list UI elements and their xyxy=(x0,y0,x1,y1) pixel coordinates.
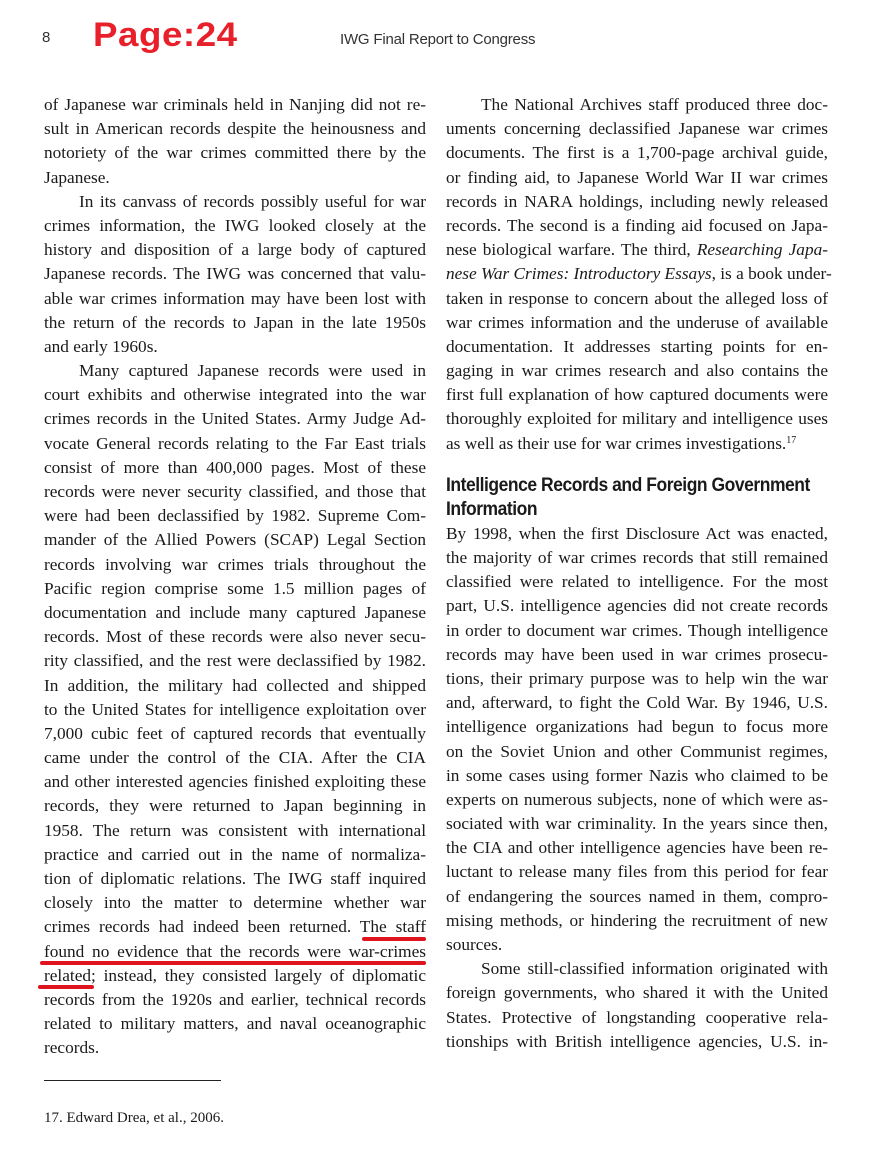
text-line: practice and carried out in the name of normaliza- xyxy=(44,844,426,864)
text-run: , is a book under- xyxy=(711,264,832,284)
text-line: In its canvass of records possibly useful for war xyxy=(79,191,426,211)
text-line: part, U.S. intelligence agencies did not create records xyxy=(446,596,828,616)
text-line: intelligence organizations had begun to focus more xyxy=(446,717,828,737)
text-line: 1958. The return was consistent with international xyxy=(44,820,426,840)
text-line: luctant to release many files from this period for fear xyxy=(446,862,828,882)
running-header: IWG Final Report to Congress xyxy=(340,31,536,48)
book-title: nese War Crimes: Introductory Essays xyxy=(446,264,712,284)
text-line: Japanese. xyxy=(44,167,110,187)
heading-line: Intelligence Records and Foreign Government xyxy=(446,474,810,496)
text-line: Many captured Japanese records were used in xyxy=(79,361,426,381)
highlight-underline xyxy=(362,937,426,941)
text-line: sources. xyxy=(446,935,503,954)
text-line: to the United States for intelligence exploitation over xyxy=(44,699,426,719)
highlight-underline xyxy=(38,985,94,989)
text-line: records from the 1920s and earlier, technical records xyxy=(44,989,426,1009)
text-line: Pacific region comprise some 1.5 million pages of xyxy=(44,578,426,598)
text-line: classified were related to intelligence. For the most xyxy=(446,572,828,592)
page-stamp: Page:24 xyxy=(93,16,238,54)
text-line: records. Most of these records were also never secu- xyxy=(44,627,426,647)
text-line: records. xyxy=(44,1038,100,1058)
text-line: mising methods, or hindering the recruitment of new xyxy=(446,910,828,930)
text-line: Some still-classified information originated with xyxy=(481,959,828,979)
text-line: in some cases using former Nazis who claimed to be xyxy=(446,765,828,785)
text-line: and early 1960s. xyxy=(44,336,158,356)
text-line xyxy=(446,262,832,286)
text-line: gaging in war crimes research and also contains the xyxy=(446,361,828,381)
text-line: By 1998, when the first Disclosure Act was enacted, xyxy=(446,523,828,543)
text-line: vocate General records relating to the Far East trials xyxy=(44,433,426,453)
text-line: crimes information, the IWG looked closely at the xyxy=(44,215,426,235)
text-line: experts on numerous subjects, none of which were as- xyxy=(446,789,828,809)
text-line: and other interested agencies finished exploiting these xyxy=(44,772,426,792)
text-line: related to military matters, and naval oceanographic xyxy=(44,1014,426,1034)
text-line: able war crimes information may have been lost with xyxy=(44,288,426,308)
text-line: sult in American records despite the heinousness and xyxy=(44,119,426,139)
footnote-rule xyxy=(44,1080,221,1081)
heading-line: Information xyxy=(446,498,538,520)
left-column xyxy=(44,93,426,1061)
text-run: nese biological warfare. The third, xyxy=(446,240,697,260)
text-line: on the Soviet Union and other Communist regimes, xyxy=(446,741,828,761)
text-line: records may have been used in war crimes prosecu- xyxy=(446,644,828,664)
text-line: foreign governments, who shared it with the United xyxy=(446,983,828,1003)
text-line: tions, their primary purpose was to help win the war xyxy=(446,668,828,688)
text-line: States. Protective of longstanding cooperative rela- xyxy=(446,1007,828,1027)
text-line: documentation. It addresses starting points for en- xyxy=(446,336,828,356)
text-line: thoroughly exploited for military and intelligence uses xyxy=(446,409,828,429)
text-line: 7,000 cubic feet of captured records that eventually xyxy=(44,723,426,743)
text-line: records in NARA holdings, including newly released xyxy=(446,191,828,211)
text-line: or finding aid, to Japanese World War II war crimes xyxy=(446,167,828,187)
text-line: In addition, the military had collected and shipped xyxy=(44,675,426,695)
text-line: consist of more than 400,000 pages. Most of these xyxy=(44,457,426,477)
text-line: in order to document war crimes. Though intelligence xyxy=(446,620,828,640)
text-line: tionships with British intelligence agencies, U.S. in- xyxy=(446,1031,828,1051)
text-line: sociated with war criminality. In the years since then, xyxy=(446,814,828,834)
footnote-ref[interactable]: 17 xyxy=(786,434,797,446)
page-number: 8 xyxy=(42,29,51,46)
text-line: taken in response to concern about the alleged loss of xyxy=(446,288,828,308)
text-line: Japanese records. The IWG was concerned that valu- xyxy=(44,264,426,284)
text-line: closely into the matter to determine whether war xyxy=(44,893,426,913)
text-line: documents. The first is a 1,700-page archival guide, xyxy=(446,143,828,163)
text-run: as well as their use for war crimes investigations. xyxy=(446,433,787,453)
book-title: Researching Japa- xyxy=(696,240,828,260)
text-line: mander of the Allied Powers (SCAP) Legal Section xyxy=(44,530,426,550)
text-line: the CIA and other intelligence agencies have been re- xyxy=(446,838,828,858)
text-line: and, afterward, to fight the Cold War. By 1946, U.S. xyxy=(446,693,828,713)
text-line: crimes records in the United States. Army Judge Ad- xyxy=(44,409,426,429)
text-line: first full explanation of how captured documents were xyxy=(446,385,828,405)
text-line: found no evidence that the records were war-crimes xyxy=(44,941,426,961)
footnote: 17. Edward Drea, et al., 2006. xyxy=(44,1110,224,1126)
text-line xyxy=(446,238,828,262)
text-line: of Japanese war criminals held in Nanjing did not re- xyxy=(44,95,426,114)
text-line: court exhibits and otherwise integrated into the war xyxy=(44,385,426,405)
text-line: were had been declassified by 1982. Supreme Com- xyxy=(44,506,426,526)
text-line: the return of the records to Japan in the late 1950s xyxy=(44,312,426,332)
text-line: records involving war crimes trials throughout the xyxy=(44,554,426,574)
text-line: records were never security classified, and those that xyxy=(44,482,426,501)
text-line: came under the control of the CIA. After the CIA xyxy=(44,748,426,768)
text-line: the majority of war crimes records that still remained xyxy=(446,548,828,567)
text-line: records. The second is a finding aid focused on Japa- xyxy=(446,215,828,235)
text-line xyxy=(446,432,828,456)
section-heading xyxy=(446,474,832,522)
text-line: The National Archives staff produced three doc- xyxy=(481,95,828,114)
text-line: war crimes information and the underuse of available xyxy=(446,312,828,332)
text-line: records, they were returned to Japan beginning in xyxy=(44,796,426,816)
text-line: history and disposition of a large body of captured xyxy=(44,240,426,260)
right-column xyxy=(446,93,832,1054)
text-line: crimes records had indeed been returned. The staff xyxy=(44,917,426,937)
text-line: related; instead, they consisted largely of diplomatic xyxy=(44,965,426,985)
text-line: documentation and include many captured Japanese xyxy=(44,602,426,622)
text-line: of endangering the sources named in them, compro- xyxy=(446,886,828,906)
text-line: notoriety of the war crimes committed there by the xyxy=(44,143,426,163)
text-line: uments concerning declassified Japanese war crimes xyxy=(446,119,828,139)
text-line: tion of diplomatic relations. The IWG staff inquired xyxy=(44,869,426,888)
text-line: rity classified, and the rest were declassified by 1982. xyxy=(44,651,426,671)
highlight-underline xyxy=(40,961,426,965)
